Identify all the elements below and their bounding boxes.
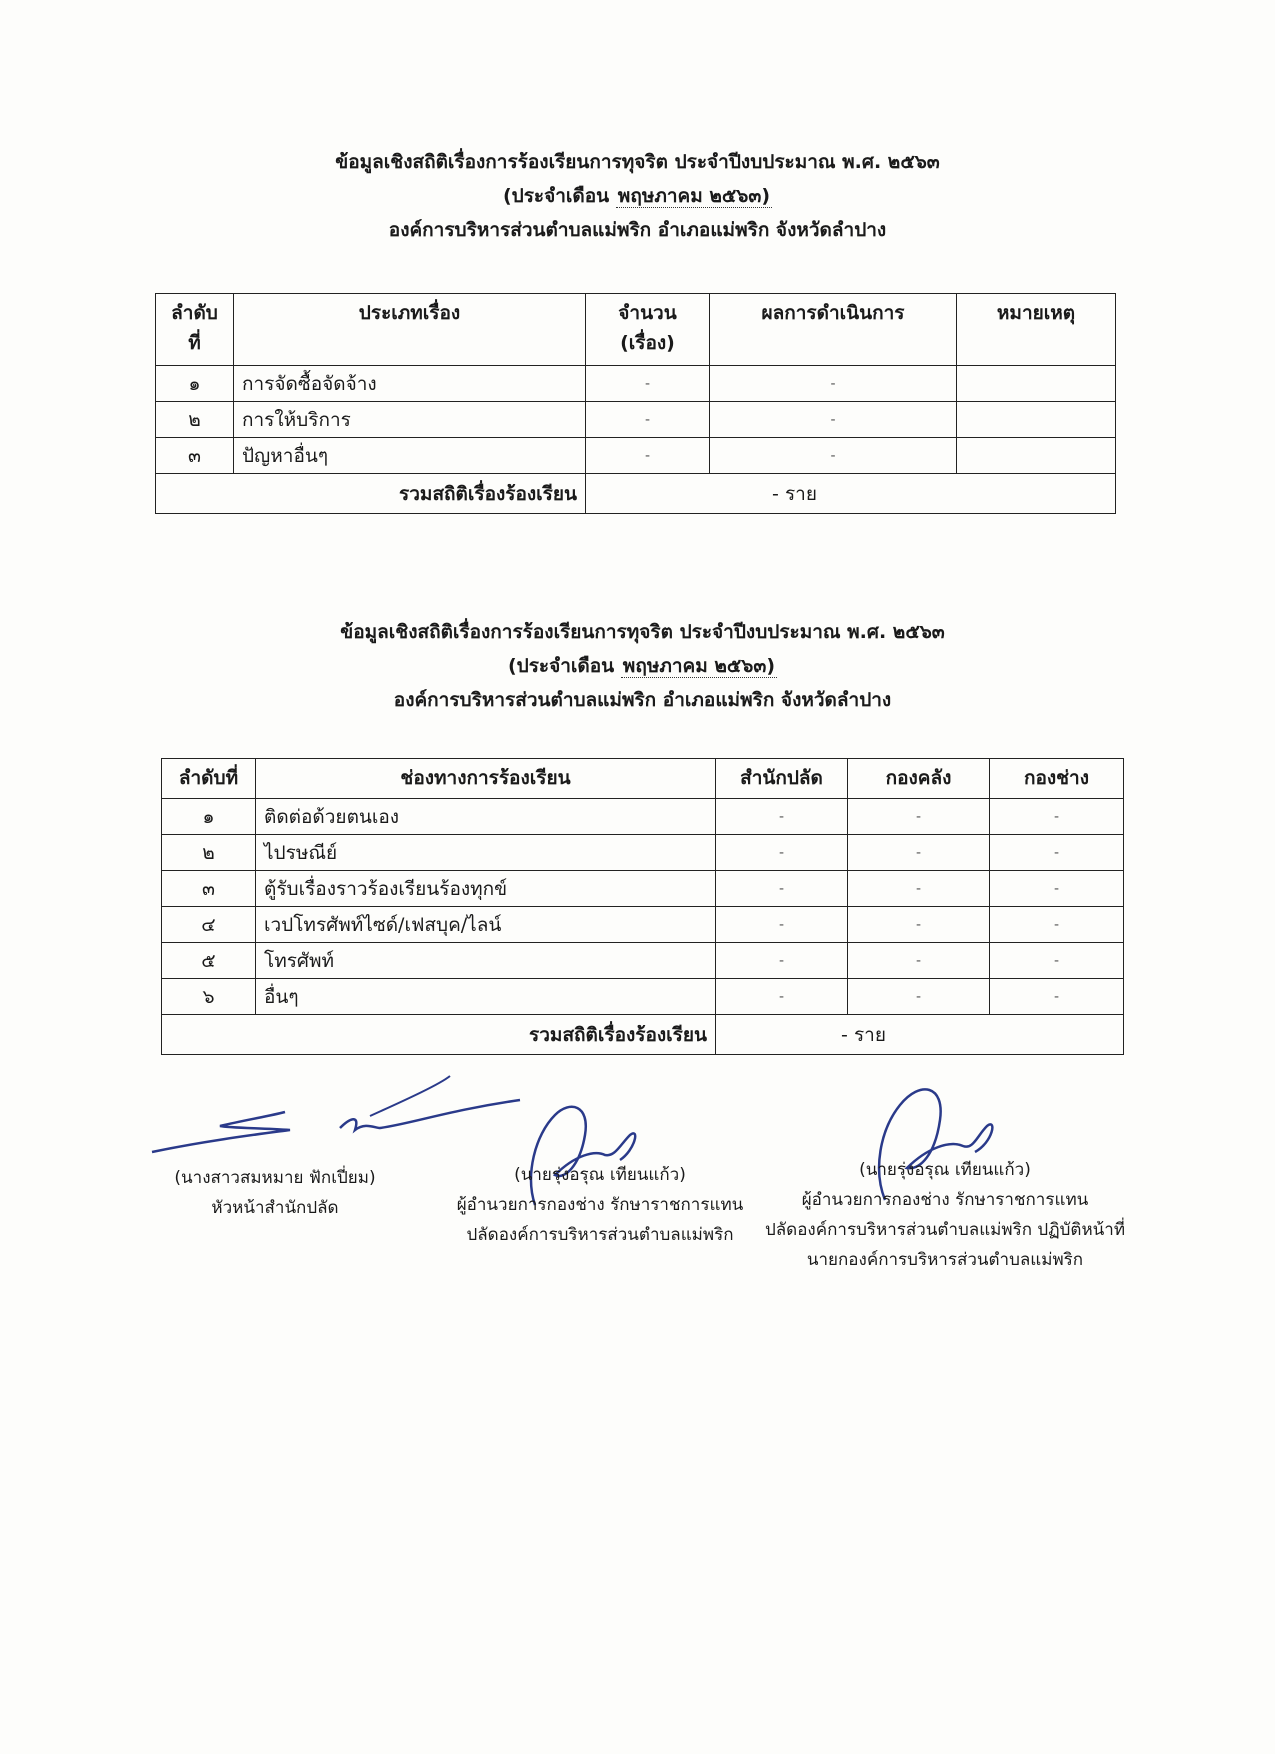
section1-heading (0, 145, 1275, 247)
signature-block-2 (440, 1160, 760, 1250)
row-office: - (716, 799, 848, 835)
row-no: ๓ (156, 438, 234, 474)
total-label: รวมสถิติเรื่องร้องเรียน (162, 1015, 716, 1055)
table-row (162, 979, 1124, 1015)
table-row (162, 907, 1124, 943)
row-finance: - (848, 907, 990, 943)
header-no: ลำดับที่ (162, 759, 256, 799)
table-row (162, 835, 1124, 871)
section1-title: ข้อมูลเชิงสถิติเรื่องการร้องเรียนการทุจริต ประจำปีงบประมาณ พ.ศ. ๒๕๖๓ (335, 151, 940, 173)
row-no: ๖ (162, 979, 256, 1015)
table-header-row (156, 294, 1116, 366)
row-count: - (586, 366, 710, 402)
row-no: ๒ (162, 835, 256, 871)
signer-position-line2: ปลัดองค์การบริหารส่วนตำบลแม่พริก ปฏิบัติหน้าที่ (764, 1220, 1126, 1240)
row-result: - (710, 402, 957, 438)
header-engineering: กองช่าง (990, 759, 1124, 799)
total-value: - ราย (716, 1015, 1124, 1055)
section2-organization: องค์การบริหารส่วนตำบลแม่พริก อำเภอแม่พริก จังหวัดลำปาง (393, 689, 892, 711)
complaint-type-table (155, 293, 1116, 514)
signature-block-1 (150, 1163, 400, 1223)
section2-month-prefix: (ประจำเดือน (507, 655, 615, 677)
row-office: - (716, 871, 848, 907)
signer-name: (นายรุ่งอรุณ เทียนแก้ว) (859, 1160, 1031, 1180)
row-finance: - (848, 835, 990, 871)
section2-month (5, 649, 1275, 683)
header-type: ประเภทเรื่อง (234, 294, 586, 366)
row-count: - (586, 402, 710, 438)
header-count-line1: จำนวน (618, 302, 677, 324)
section2-month-value: พฤษภาคม ๒๕๖๓) (622, 655, 776, 677)
row-channel: โทรศัพท์ (256, 943, 716, 979)
header-result: ผลการดำเนินการ (710, 294, 957, 366)
section1-month (0, 179, 1275, 213)
row-no: ๔ (162, 907, 256, 943)
row-remark (957, 402, 1116, 438)
section2-title: ข้อมูลเชิงสถิติเรื่องการร้องเรียนการทุจริต ประจำปีงบประมาณ พ.ศ. ๒๕๖๓ (340, 621, 945, 643)
header-finance: กองคลัง (848, 759, 990, 799)
signer-name: (นายรุ่งอรุณ เทียนแก้ว) (514, 1165, 686, 1185)
signer-position: หัวหน้าสำนักปลัด (211, 1198, 339, 1218)
row-no: ๕ (162, 943, 256, 979)
signer-name: (นางสาวสมหมาย ฟักเปี่ยม) (174, 1168, 376, 1188)
row-engineering: - (990, 943, 1124, 979)
total-row (162, 1015, 1124, 1055)
row-office: - (716, 907, 848, 943)
total-row (156, 474, 1116, 514)
row-engineering: - (990, 871, 1124, 907)
header-remark: หมายเหตุ (957, 294, 1116, 366)
row-channel: เวปโทรศัพท์ไซด์/เฟสบุค/ไลน์ (256, 907, 716, 943)
header-channel: ช่องทางการร้องเรียน (256, 759, 716, 799)
table-row (156, 402, 1116, 438)
row-engineering: - (990, 907, 1124, 943)
table-row (162, 871, 1124, 907)
header-no-line1: ลำดับ (171, 302, 218, 324)
row-remark (957, 438, 1116, 474)
row-no: ๓ (162, 871, 256, 907)
row-channel: ติดต่อด้วยตนเอง (256, 799, 716, 835)
row-type: การให้บริการ (234, 402, 586, 438)
table-header-row (162, 759, 1124, 799)
signer-position-line3: นายกองค์การบริหารส่วนตำบลแม่พริก (806, 1250, 1084, 1270)
row-remark (957, 366, 1116, 402)
section1-month-value: พฤษภาคม ๒๕๖๓) (617, 185, 771, 207)
row-type: ปัญหาอื่นๆ (234, 438, 586, 474)
row-result: - (710, 366, 957, 402)
total-value: - ราย (586, 474, 1116, 514)
signature-1-scribble (150, 1070, 530, 1160)
header-no (156, 294, 234, 366)
row-office: - (716, 943, 848, 979)
row-no: ๒ (156, 402, 234, 438)
header-count (586, 294, 710, 366)
signer-position-line2: ปลัดองค์การบริหารส่วนตำบลแม่พริก (466, 1225, 734, 1245)
row-finance: - (848, 979, 990, 1015)
row-count: - (586, 438, 710, 474)
row-no: ๑ (156, 366, 234, 402)
section1-organization: องค์การบริหารส่วนตำบลแม่พริก อำเภอแม่พริก จังหวัดลำปาง (388, 219, 887, 241)
row-finance: - (848, 943, 990, 979)
row-engineering: - (990, 979, 1124, 1015)
row-channel: อื่นๆ (256, 979, 716, 1015)
row-office: - (716, 835, 848, 871)
signer-position: ผู้อำนวยการกองช่าง รักษาราชการแทน (801, 1190, 1089, 1210)
row-engineering: - (990, 799, 1124, 835)
row-finance: - (848, 871, 990, 907)
signer-position: ผู้อำนวยการกองช่าง รักษาราชการแทน (456, 1195, 744, 1215)
table-row (156, 366, 1116, 402)
table-row (162, 943, 1124, 979)
header-no-line2: ที่ (188, 332, 201, 354)
table-row (156, 438, 1116, 474)
header-office: สำนักปลัด (716, 759, 848, 799)
row-no: ๑ (162, 799, 256, 835)
header-count-line2: (เรื่อง) (620, 332, 675, 354)
section1-month-prefix: (ประจำเดือน (502, 185, 610, 207)
signature-block-3 (755, 1155, 1135, 1275)
complaint-channel-table (161, 758, 1124, 1055)
row-channel: ไปรษณีย์ (256, 835, 716, 871)
total-label: รวมสถิติเรื่องร้องเรียน (156, 474, 586, 514)
section2-heading (5, 615, 1275, 717)
row-result: - (710, 438, 957, 474)
table-row (162, 799, 1124, 835)
row-finance: - (848, 799, 990, 835)
row-engineering: - (990, 835, 1124, 871)
row-channel: ตู้รับเรื่องราวร้องเรียนร้องทุกข์ (256, 871, 716, 907)
row-office: - (716, 979, 848, 1015)
row-type: การจัดซื้อจัดจ้าง (234, 366, 586, 402)
